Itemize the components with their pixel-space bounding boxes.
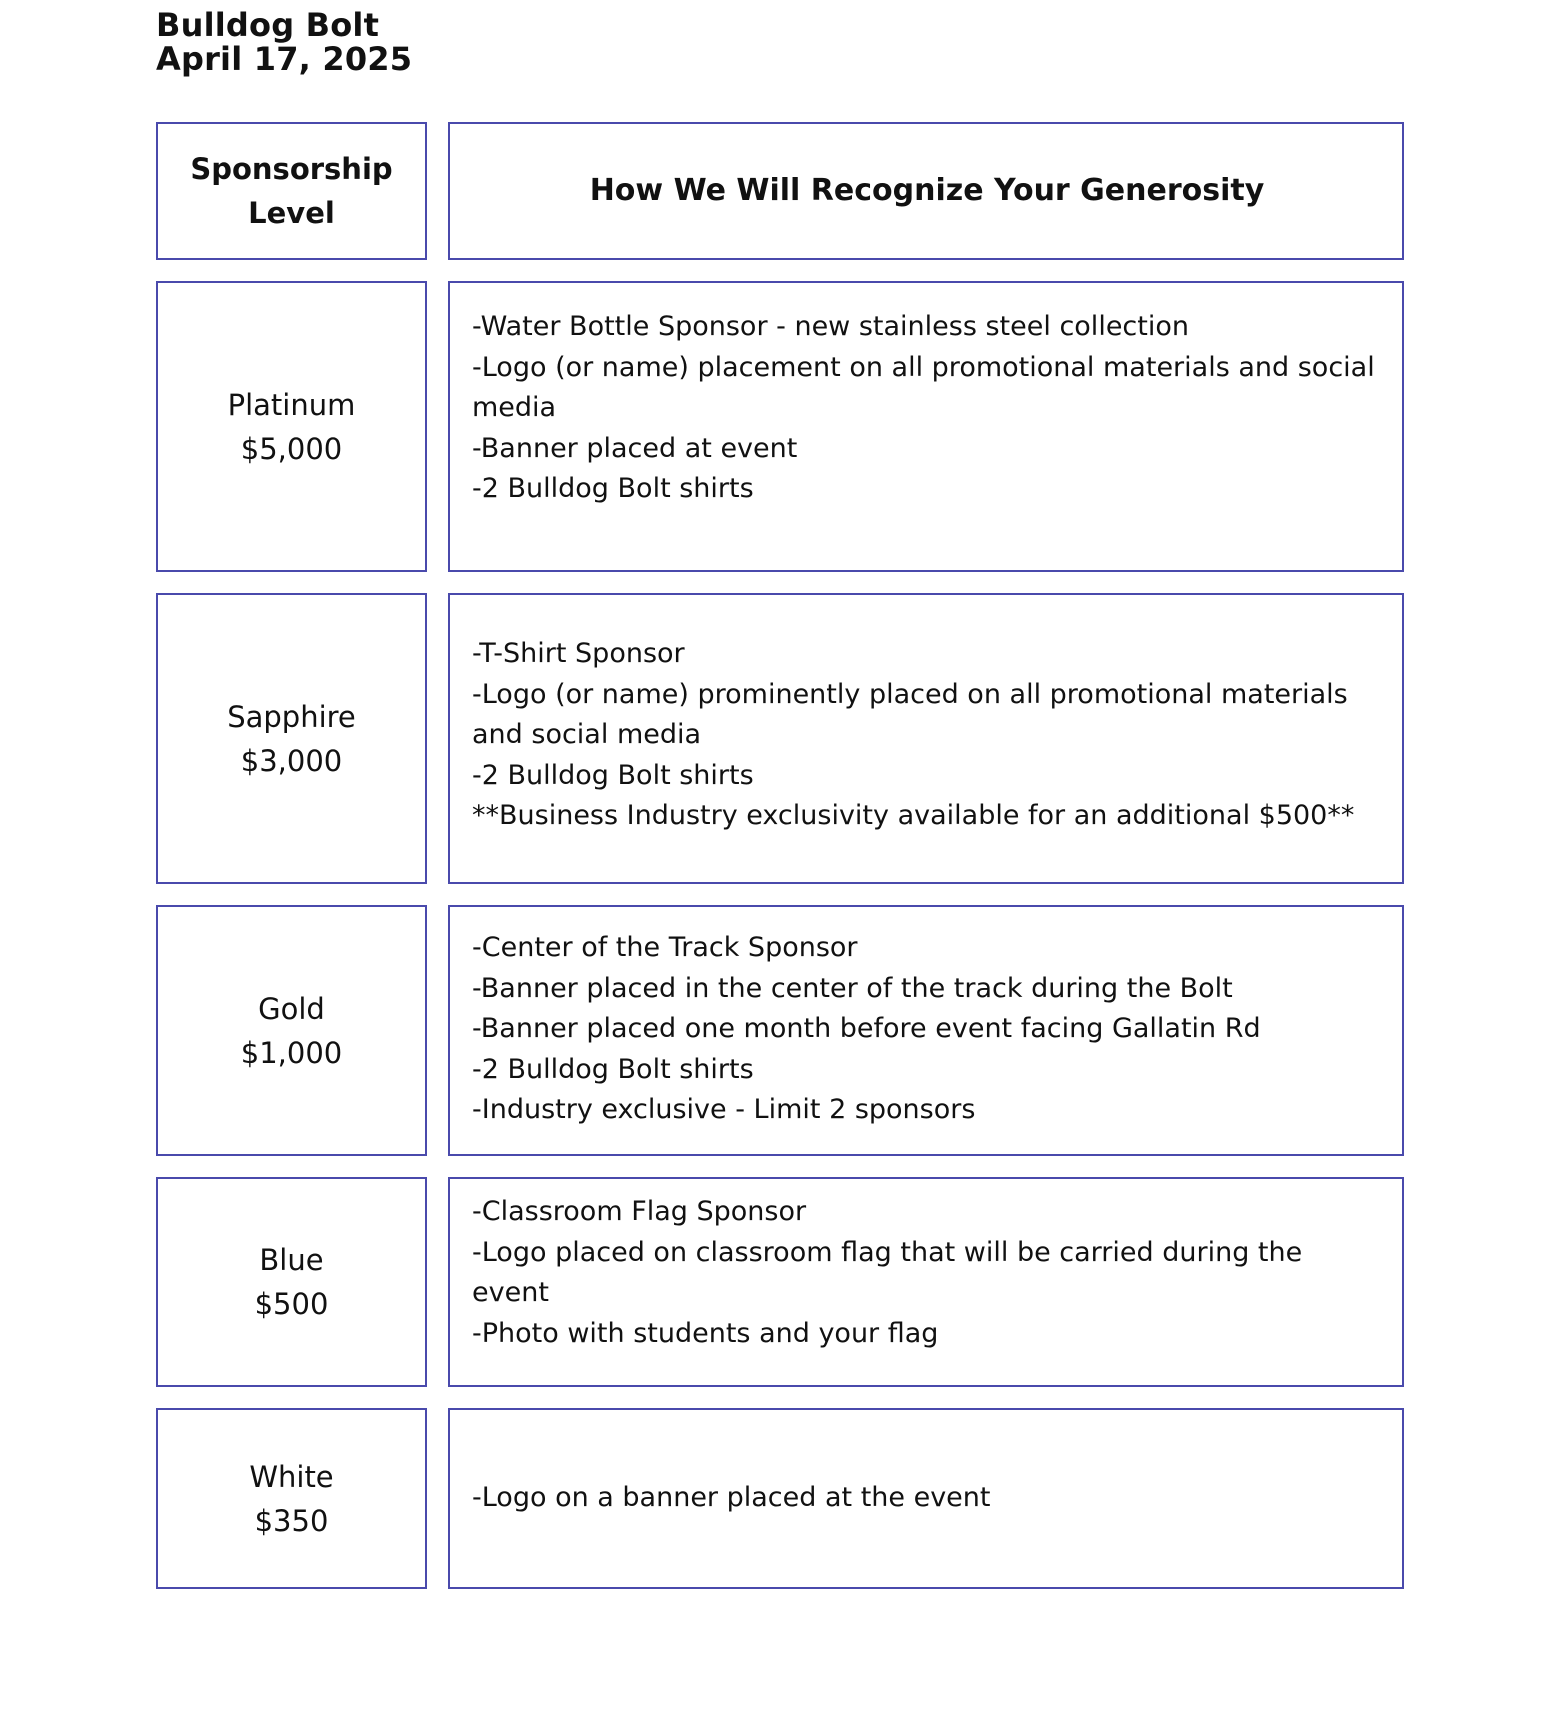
benefit-item: -Logo placed on classroom flag that will be carried during the event bbox=[472, 1236, 1303, 1308]
level-name: Blue bbox=[259, 1243, 324, 1277]
benefits-cell bbox=[448, 1177, 1404, 1387]
document-header bbox=[156, 8, 412, 76]
benefit-item: -Logo (or name) prominently placed on all promotional materials and social media bbox=[472, 678, 1348, 751]
benefit-item: -Photo with students and your flag bbox=[472, 1317, 939, 1349]
level-cell bbox=[156, 905, 427, 1156]
level-cell bbox=[156, 281, 427, 572]
event-title: Bulldog Bolt bbox=[156, 6, 380, 44]
benefit-item: -Industry exclusive - Limit 2 sponsors bbox=[472, 1094, 976, 1126]
benefit-item: -Banner placed one month before event facing Gallatin Rd bbox=[472, 1013, 1261, 1045]
benefits-cell bbox=[448, 281, 1404, 572]
benefit-item: -Logo (or name) placement on all promotional materials and social media bbox=[472, 351, 1375, 423]
header-recognition-cell bbox=[448, 122, 1404, 260]
event-date: April 17, 2025 bbox=[156, 40, 413, 78]
benefit-item: -2 Bulldog Bolt shirts bbox=[472, 473, 754, 504]
level-name: White bbox=[249, 1459, 334, 1494]
level-name: Gold bbox=[258, 991, 325, 1026]
benefit-item: -2 Bulldog Bolt shirts bbox=[472, 759, 754, 791]
header-level-label: Sponsorship Level bbox=[190, 152, 393, 230]
level-name: Sapphire bbox=[227, 699, 356, 734]
benefit-item: -Logo on a banner placed at the event bbox=[472, 1482, 991, 1514]
benefit-item: -T-Shirt Sponsor bbox=[472, 638, 685, 670]
level-amount: $5,000 bbox=[240, 431, 343, 466]
benefit-item: -2 Bulldog Bolt shirts bbox=[472, 1053, 754, 1085]
benefit-item: -Banner placed in the center of the track during the Bolt bbox=[472, 972, 1233, 1004]
benefit-item: -Water Bottle Sponsor - new stainless steel collection bbox=[472, 311, 1189, 342]
level-cell bbox=[156, 1408, 427, 1589]
benefits-cell bbox=[448, 593, 1404, 884]
benefit-item: -Center of the Track Sponsor bbox=[472, 932, 858, 964]
level-amount: $1,000 bbox=[240, 1035, 343, 1070]
level-cell bbox=[156, 593, 427, 884]
level-amount: $350 bbox=[254, 1503, 329, 1538]
level-amount: $3,000 bbox=[240, 743, 343, 778]
header-recognition-label: How We Will Recognize Your Generosity bbox=[589, 172, 1265, 208]
benefits-cell bbox=[448, 1408, 1404, 1589]
benefits-cell bbox=[448, 905, 1404, 1156]
benefit-item: **Business Industry exclusivity available for an additional $500** bbox=[472, 800, 1355, 832]
level-cell bbox=[156, 1177, 427, 1387]
header-level-cell bbox=[156, 122, 427, 260]
level-name: Platinum bbox=[227, 387, 356, 422]
level-amount: $500 bbox=[254, 1287, 329, 1321]
benefit-item: -Classroom Flag Sponsor bbox=[472, 1196, 807, 1227]
benefit-item: -Banner placed at event bbox=[472, 432, 798, 464]
